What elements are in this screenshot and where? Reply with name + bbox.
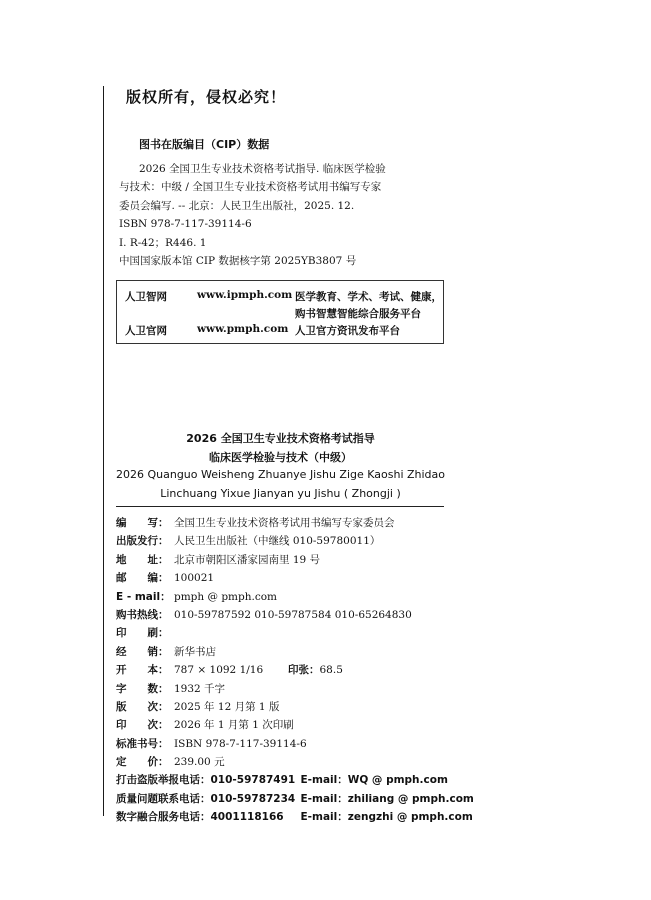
info-label: 经 销： (116, 645, 169, 658)
cip-line: 2026 全国卫生专业技术资格考试指导. 临床医学检验 (139, 163, 386, 175)
info-value: 人民卫生出版社（中继线 010-59780011） (174, 535, 381, 548)
divider (116, 506, 444, 507)
platform-box (116, 280, 444, 344)
info-label: 打击盗版举报电话： (116, 774, 211, 787)
cip-line: 与技术：中级 / 全国卫生专业技术资格考试用书编写专家 (119, 181, 382, 194)
info-label: 质量问题联系电话： (116, 792, 211, 805)
info-label: 购书热线： (116, 608, 169, 621)
info-label: 印 次： (116, 719, 169, 732)
info-value: 2025 年 12 月第 1 版 (174, 700, 280, 713)
info-row (116, 643, 474, 661)
info-row (116, 735, 474, 753)
book-title-pinyin1: 2026 Quanguo Weisheng Zhuanye Jishu Zige Kaoshi Zhidao (115, 468, 446, 481)
platform-url[interactable]: www.pmph.com (197, 323, 289, 335)
info-row (116, 753, 474, 771)
platform-name: 人卫智网 (125, 291, 167, 303)
info-label: 地 址： (116, 553, 169, 566)
info-label: 编 写： (116, 517, 169, 529)
info-row (116, 661, 474, 679)
info-value: 1932 千字 (174, 682, 226, 695)
info-label: 定 价： (116, 756, 169, 769)
cip-line: Ⅰ. R-42；R446. 1 (119, 236, 207, 249)
cip-line: 委员会编写. -- 北京：人民卫生出版社，2025. 12. (119, 199, 355, 212)
info-row (116, 808, 474, 826)
book-title-line2: 临床医学检验与技术（中级） (209, 451, 352, 464)
info-value[interactable]: E-mail：WQ @ pmph.com (300, 774, 448, 787)
info-value: 010-59787592 010-59787584 010-65264830 (174, 608, 412, 621)
cip-title: 图书在版编目（CIP）数据 (139, 138, 270, 151)
platform-row (125, 323, 400, 338)
info-value: 100021 (174, 572, 215, 585)
info-value: 787 × 1092 1/16 (174, 664, 264, 677)
info-row (116, 680, 474, 698)
info-value: 239.00 元 (174, 756, 225, 769)
info-value[interactable]: pmph @ pmph.com (174, 590, 277, 603)
info-row (116, 569, 474, 587)
info-value: ISBN 978-7-117-39114-6 (174, 737, 307, 750)
info-value[interactable]: E-mail：zengzhi @ pmph.com (300, 811, 473, 824)
info-value: 2026 年 1 月第 1 次印刷 (174, 719, 294, 732)
info-row (116, 606, 474, 624)
info-label: 版 次： (116, 700, 169, 713)
info-label: 数字融合服务电话： (116, 811, 211, 824)
info-label: E - mail： (116, 590, 171, 603)
info-value: 北京市朝阳区潘家园南里 19 号 (174, 553, 321, 566)
info-row (116, 790, 474, 808)
book-title-pinyin2: Linchuang Yixue Jianyan yu Jishu ( Zhongji ) (160, 487, 401, 500)
publication-info (116, 514, 474, 827)
platform-desc: 人卫官方资讯发布平台 (295, 325, 400, 337)
platform-row (125, 289, 442, 304)
info-label: 字 数： (116, 682, 169, 695)
info-value: 68.5 (319, 664, 343, 677)
info-value: 010-59787491 (210, 774, 296, 787)
info-row (116, 624, 474, 642)
platform-desc: 医学教育、学术、考试、健康， (295, 291, 442, 303)
info-row (116, 532, 474, 550)
info-row (116, 771, 474, 789)
info-value: 010-59787234 (210, 792, 296, 805)
copyright-notice: 版权所有，侵权必究！ (126, 88, 287, 106)
info-label: 印张： (288, 664, 320, 677)
info-value: 全国卫生专业技术资格考试用书编写专家委员会 (174, 517, 395, 529)
cip-line: 中国国家版本馆 CIP 数据核字第 2025YB3807 号 (119, 255, 357, 268)
info-row (116, 551, 474, 569)
platform-url[interactable]: www.ipmph.com (197, 289, 293, 301)
cip-record (119, 160, 386, 270)
info-label: 印 刷： (116, 627, 169, 640)
book-title-line1: 2026 全国卫生专业技术资格考试指导 (186, 432, 375, 445)
info-row (116, 514, 474, 532)
info-label: 出版发行： (116, 535, 169, 548)
info-value[interactable]: E-mail：zhiliang @ pmph.com (300, 792, 474, 805)
info-value: 4001118166 (210, 811, 284, 824)
info-label: 开 本： (116, 664, 169, 677)
platform-desc: 购书智慧智能综合服务平台 (295, 308, 421, 320)
info-row (116, 588, 474, 606)
info-row (116, 698, 474, 716)
info-row (116, 716, 474, 734)
info-label: 邮 编： (116, 572, 169, 585)
cip-line: ISBN 978-7-117-39114-6 (119, 218, 252, 231)
platform-name: 人卫官网 (125, 325, 167, 337)
info-label: 标准书号： (116, 737, 169, 750)
info-value: 新华书店 (174, 645, 216, 658)
